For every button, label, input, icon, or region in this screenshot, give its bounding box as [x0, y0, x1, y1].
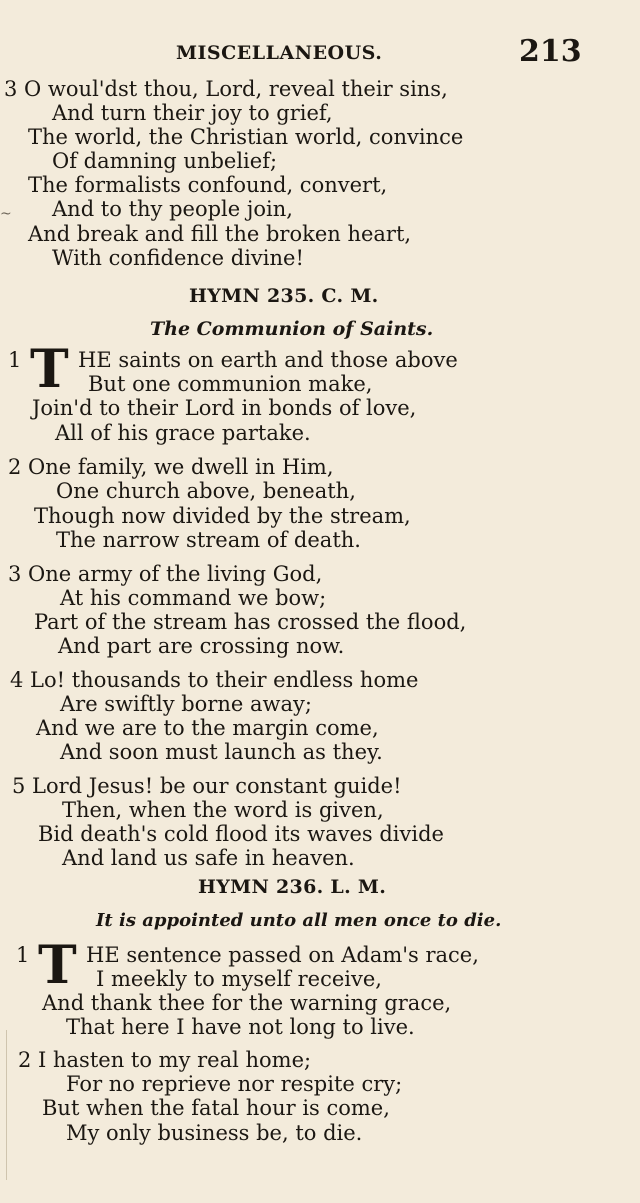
verse-line: Of damning unbelief; [52, 149, 278, 173]
verse-number: 1 [16, 943, 30, 967]
verse-line: The world, the Christian world, convince [28, 125, 464, 149]
verse-line: The narrow stream of death. [56, 528, 361, 552]
verse-line: 4 Lo! thousands to their endless home [10, 668, 419, 692]
hymn-subtitle: It is appointed unto all men once to die. [96, 910, 502, 931]
verse-line: But one communion make, [88, 372, 373, 396]
verse-line: Part of the stream has crossed the flood, [34, 610, 467, 634]
verse-line: Then, when the word is given, [62, 798, 384, 822]
hymn-title: HYMN 235. C. M. [189, 285, 379, 307]
verse-line: Are swiftly borne away; [60, 692, 312, 716]
verse-line: With confidence divine! [52, 246, 304, 270]
page-header [0, 34, 640, 74]
hymn-subtitle: The Communion of Saints. [150, 318, 434, 340]
verse-line: And to thy people join, [52, 197, 293, 221]
verse-line: HE saints on earth and those above [78, 348, 458, 372]
verse-number: 1 [8, 348, 22, 372]
margin-mark: ~ [0, 206, 12, 222]
running-head: MISCELLANEOUS. [176, 42, 383, 64]
verse-line: But when the fatal hour is come, [42, 1096, 390, 1120]
verse-line: At his command we bow; [60, 586, 327, 610]
verse-line: HE sentence passed on Adam's race, [86, 943, 479, 967]
verse-line: For no reprieve nor respite cry; [66, 1072, 403, 1096]
verse-line: 5 Lord Jesus! be our constant guide! [12, 774, 402, 798]
page-number: 213 [519, 34, 582, 69]
verse-line: The formalists confound, convert, [28, 173, 388, 197]
verse-line: Join'd to their Lord in bonds of love, [32, 396, 417, 420]
drop-cap: T [30, 339, 69, 400]
verse-line: 2 I hasten to my real home; [18, 1048, 312, 1072]
verse-line: All of his grace partake. [55, 421, 311, 445]
verse-line: I meekly to myself receive, [96, 967, 382, 991]
verse-line: One church above, beneath, [56, 479, 356, 503]
drop-cap: T [38, 935, 77, 996]
verse-line: And break and fill the broken heart, [28, 222, 412, 246]
verse-line: And we are to the margin come, [36, 716, 379, 740]
verse-line: 2 One family, we dwell in Him, [8, 455, 334, 479]
page-edge-shadow [6, 1030, 7, 1180]
verse-line: 3 O woul'dst thou, Lord, reveal their sins, [4, 77, 448, 101]
verse-line: Bid death's cold flood its waves divide [38, 822, 444, 846]
verse-line: And land us safe in heaven. [62, 846, 355, 870]
verse-line: And soon must launch as they. [60, 740, 383, 764]
verse-line: 3 One army of the living God, [8, 562, 323, 586]
verse-line: And thank thee for the warning grace, [42, 991, 452, 1015]
verse-line: My only business be, to die. [66, 1121, 363, 1145]
verse-line: And turn their joy to grief, [52, 101, 333, 125]
verse-line: And part are crossing now. [58, 634, 345, 658]
verse-line: That here I have not long to live. [66, 1015, 415, 1039]
hymn-title: HYMN 236. L. M. [198, 876, 387, 898]
verse-line: Though now divided by the stream, [34, 504, 411, 528]
